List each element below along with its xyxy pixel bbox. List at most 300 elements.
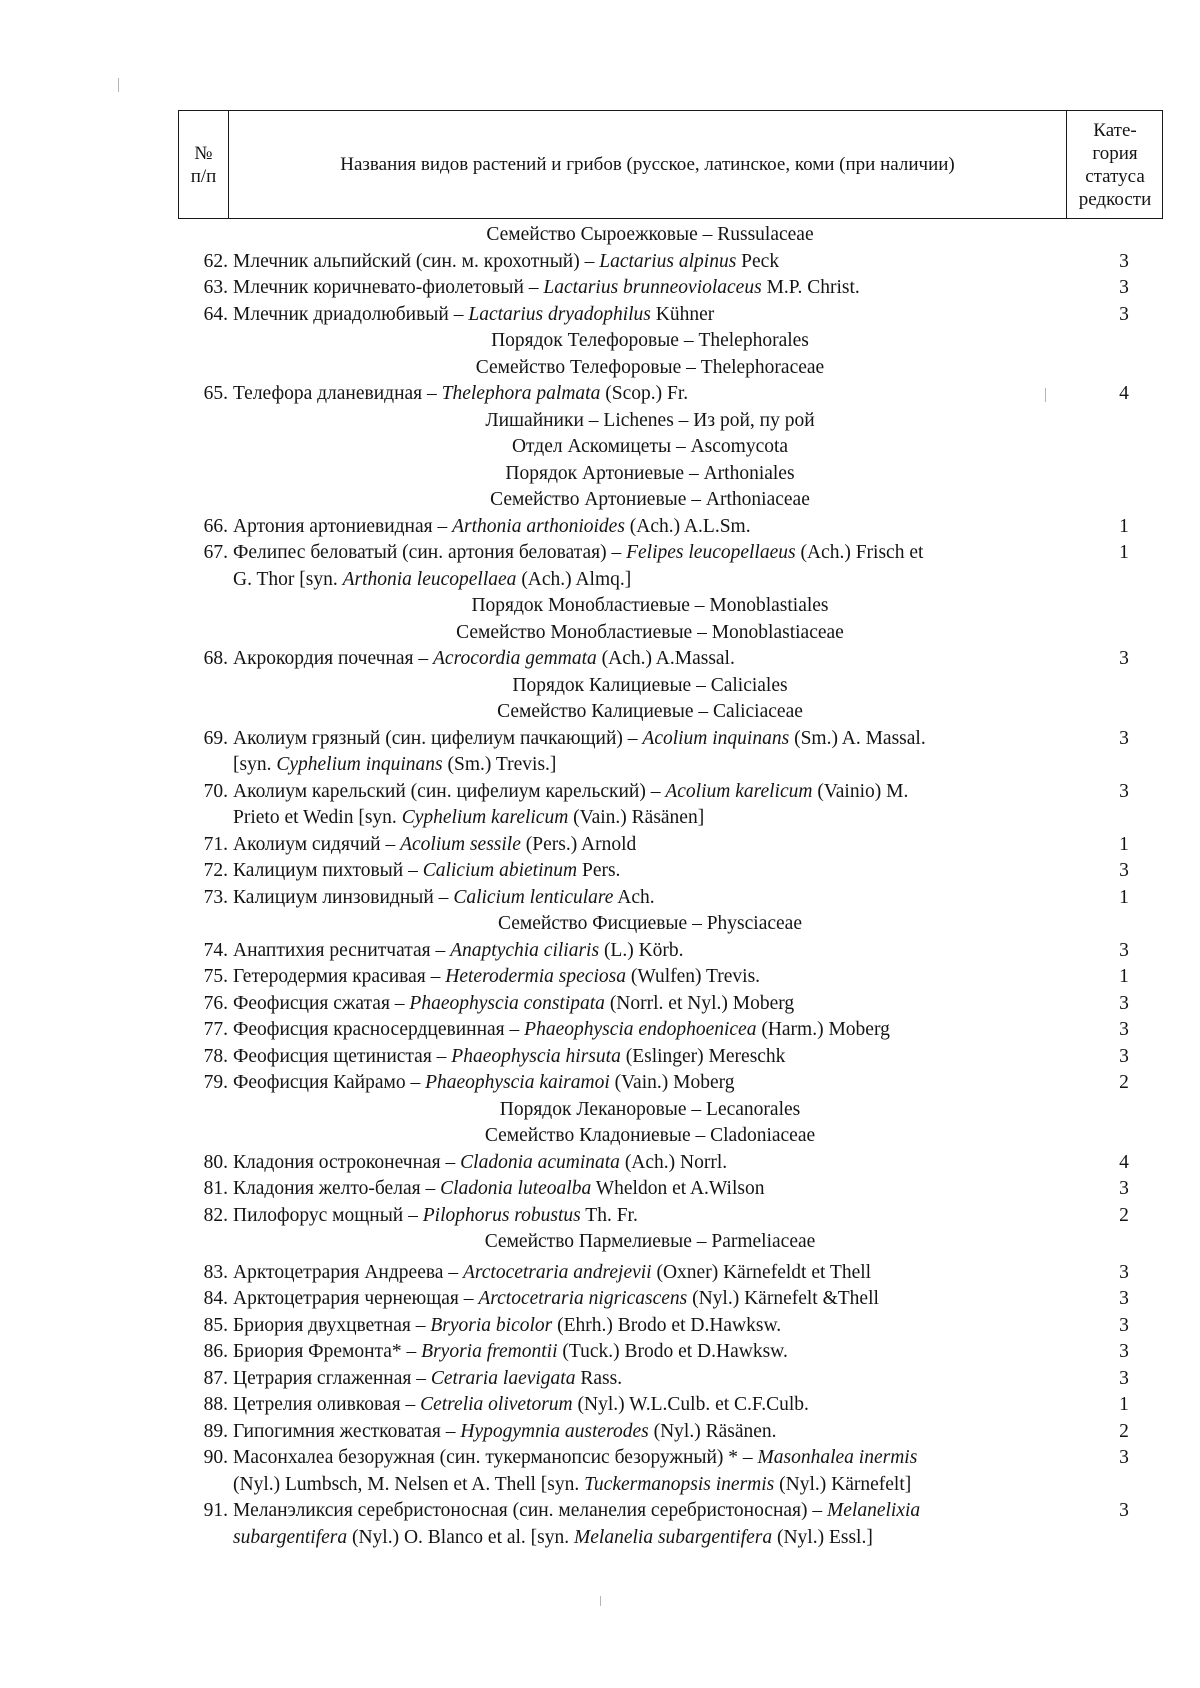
species-row — [178, 858, 1168, 885]
species-row — [178, 726, 1168, 753]
empty-number-cell — [178, 1525, 228, 1552]
empty-category-cell — [1072, 752, 1168, 779]
header-name-label: Названия видов растений и грибов (русское, латинское, коми (при наличии) — [340, 154, 955, 175]
empty-number-cell — [178, 1097, 228, 1124]
rarity-category: 3 — [1119, 250, 1129, 272]
latin-name: Phaeophyscia hirsuta — [451, 1045, 621, 1067]
species-row — [178, 1044, 1168, 1071]
species-name — [228, 1044, 1072, 1071]
empty-category-cell — [1072, 567, 1168, 594]
species-number: 65. — [203, 383, 228, 404]
rarity-category: 3 — [1119, 1500, 1129, 1521]
name-text: M.P. Christ. — [761, 277, 860, 298]
empty-number-cell — [178, 1123, 228, 1150]
species-number: 77. — [203, 1019, 228, 1040]
species-number: 76. — [203, 992, 228, 1014]
rarity-category: 3 — [1119, 939, 1129, 961]
rarity-category: 1 — [1119, 886, 1129, 908]
section-heading-row — [178, 328, 1168, 355]
name-text: Аколиум грязный (син. цифелиум пачкающий) – — [233, 727, 643, 749]
rarity-category: 1 — [1119, 966, 1129, 987]
species-name — [228, 1392, 1072, 1419]
section-heading-row — [178, 593, 1168, 620]
rarity-category: 4 — [1119, 1151, 1129, 1173]
species-name — [228, 1070, 1072, 1097]
empty-category-cell — [1072, 1097, 1168, 1124]
section-heading: Семейство Монобластиевые – Monoblastiaceae — [456, 621, 844, 643]
species-row — [178, 1419, 1168, 1446]
name-text: (Scop.) Fr. — [600, 383, 689, 404]
empty-category-cell — [1072, 1525, 1168, 1552]
section-heading-row — [178, 1097, 1168, 1124]
species-row-continuation — [178, 752, 1168, 779]
section-heading: Порядок Артониевые – Arthoniales — [505, 462, 795, 484]
latin-name: Cetraria laevigata — [430, 1367, 576, 1389]
name-text: Млечник дриадолюбивый – — [233, 303, 469, 325]
name-text: (Ach.) Norrl. — [619, 1151, 728, 1173]
species-row-continuation — [178, 1525, 1168, 1552]
species-name — [228, 514, 1072, 541]
name-text: Акрокордия почечная – — [233, 648, 434, 669]
species-name — [228, 302, 1072, 329]
species-number: 62. — [203, 250, 228, 272]
empty-category-cell — [1072, 805, 1168, 832]
name-text: Анаптихия реснитчатая – — [233, 939, 451, 961]
name-text: Калициум пихтовый – — [233, 860, 423, 881]
latin-name: Melanelia subargentifera — [574, 1526, 773, 1548]
species-name — [228, 1313, 1072, 1340]
empty-number-cell — [178, 805, 228, 832]
latin-name: Cetrelia olivetorum — [420, 1394, 573, 1415]
latin-name: Bryoria fremontii — [421, 1341, 558, 1362]
species-name — [228, 567, 1072, 594]
name-text: (Nyl.) Räsänen. — [648, 1420, 777, 1442]
empty-category-cell — [1072, 699, 1168, 726]
species-name — [228, 1339, 1072, 1366]
species-name — [228, 885, 1072, 912]
name-text: Феофисция сжатая – — [233, 992, 410, 1014]
latin-name: subargentifera — [233, 1526, 348, 1548]
empty-number-cell — [178, 673, 228, 700]
header-name-cell — [229, 111, 1066, 218]
latin-name: Phaeophyscia endophoenicea — [524, 1019, 757, 1040]
empty-category-cell — [1072, 673, 1168, 700]
section-heading-row — [178, 620, 1168, 647]
species-row — [178, 1339, 1168, 1366]
name-text: Масонхалеа безоружная (син. тукерманопсис безоружный) * – — [233, 1447, 758, 1468]
name-text: (Harm.) Moberg — [756, 1019, 890, 1040]
rarity-category: 3 — [1119, 1288, 1129, 1309]
latin-name: Lactarius alpinus — [599, 250, 737, 272]
species-row — [178, 1176, 1168, 1203]
species-row — [178, 779, 1168, 806]
section-heading-row — [178, 487, 1168, 514]
latin-name: Cladonia acuminata — [460, 1151, 620, 1173]
species-number: 68. — [203, 648, 228, 669]
species-row-continuation — [178, 805, 1168, 832]
name-text: Pers. — [577, 860, 621, 881]
species-name — [228, 858, 1072, 885]
name-text: (Oxner) Kärnefeldt et Thell — [651, 1261, 872, 1283]
latin-name: Heterodermia speciosa — [445, 966, 626, 987]
species-name — [228, 964, 1072, 991]
name-text: Телефора дланевидная – — [233, 383, 442, 404]
species-number: 75. — [203, 966, 228, 987]
species-name — [228, 1472, 1072, 1499]
latin-name: Calicium abietinum — [422, 860, 578, 881]
species-number: 63. — [203, 277, 228, 298]
section-heading: Отдел Аскомицеты – Ascomycota — [511, 436, 789, 457]
species-row-continuation — [178, 567, 1168, 594]
empty-number-cell — [178, 461, 228, 488]
header-category-label: Кате- гория статуса редкости — [1078, 119, 1152, 210]
name-text: Меланэликсия серебристоносная (син. меланелия серебристоносная) – — [233, 1500, 828, 1521]
section-heading: Семейство Телефоровые – Thelephoraceae — [475, 356, 825, 378]
species-name — [228, 1286, 1072, 1313]
section-heading: Семейство Кладониевые – Cladoniaceae — [484, 1125, 816, 1146]
empty-number-cell — [178, 620, 228, 647]
rarity-category: 2 — [1119, 1204, 1129, 1226]
name-text: Пилофорус мощный – — [233, 1204, 423, 1226]
species-name — [228, 1176, 1072, 1203]
latin-name: Melanelixia — [827, 1500, 921, 1521]
species-row — [178, 832, 1168, 859]
species-name — [228, 938, 1072, 965]
species-number: 86. — [203, 1341, 228, 1362]
species-row — [178, 1498, 1168, 1525]
section-heading-row — [178, 699, 1168, 726]
latin-name: Felipes leucopellaeus — [626, 542, 796, 563]
species-row — [178, 1445, 1168, 1472]
species-name — [228, 832, 1072, 859]
section-heading-row — [178, 1123, 1168, 1150]
rarity-category: 3 — [1119, 727, 1129, 749]
species-row — [178, 885, 1168, 912]
species-name — [228, 991, 1072, 1018]
name-text: Аколиум карельский (син. цифелиум карельский) – — [233, 780, 666, 802]
latin-name: Tuckermanopsis inermis — [584, 1473, 775, 1495]
species-row-continuation — [178, 1472, 1168, 1499]
empty-category-cell — [1072, 408, 1168, 435]
latin-name: Acolium inquinans — [642, 727, 790, 749]
species-name — [228, 540, 1072, 567]
empty-category-cell — [1072, 1123, 1168, 1150]
header-category-cell — [1067, 111, 1163, 218]
name-text: (Nyl.) Kärnefelt &Thell — [687, 1288, 879, 1309]
name-text: Арктоцетрария Андреева – — [233, 1261, 463, 1283]
rarity-category: 2 — [1119, 1420, 1129, 1442]
latin-name: Arthonia arthonioides — [452, 515, 625, 537]
rarity-category: 3 — [1119, 780, 1129, 802]
name-text: (Ach.) Frisch et — [795, 542, 924, 563]
empty-number-cell — [178, 487, 228, 514]
name-text: Цетрелия оливковая – — [233, 1394, 421, 1415]
name-text: Peck — [736, 250, 780, 272]
empty-category-cell — [1072, 434, 1168, 461]
section-heading-row — [178, 461, 1168, 488]
species-number: 73. — [203, 886, 228, 908]
species-number: 70. — [203, 780, 228, 802]
rarity-category: 3 — [1119, 1314, 1129, 1336]
latin-name: Lactarius dryadophilus — [468, 303, 651, 325]
section-heading-row — [178, 1229, 1168, 1256]
name-text: Феофисция красносердцевинная – — [233, 1019, 525, 1040]
latin-name: Cladonia luteoalba — [440, 1178, 592, 1199]
latin-name: Cyphelium inquinans — [276, 754, 443, 775]
species-number: 85. — [203, 1314, 228, 1336]
rarity-category: 3 — [1119, 1019, 1129, 1040]
empty-number-cell — [178, 1229, 228, 1256]
name-text: Кладония желто-белая – — [233, 1178, 441, 1199]
rarity-category: 3 — [1119, 1341, 1129, 1362]
rarity-category: 1 — [1119, 1394, 1129, 1415]
scan-mark — [1045, 388, 1046, 402]
species-name — [228, 1498, 1072, 1525]
rarity-category: 4 — [1119, 383, 1129, 404]
empty-category-cell — [1072, 487, 1168, 514]
empty-category-cell — [1072, 461, 1168, 488]
table-header — [178, 110, 1163, 219]
section-heading-row — [178, 434, 1168, 461]
section-heading-row — [178, 355, 1168, 382]
latin-name: Arthonia leucopellaea — [342, 568, 517, 590]
rarity-category: 3 — [1119, 1045, 1129, 1067]
section-heading-row — [178, 222, 1168, 249]
latin-name: Acolium karelicum — [665, 780, 813, 802]
name-text: Артония артониевидная – — [233, 515, 453, 537]
species-number: 64. — [203, 303, 228, 325]
section-heading: Семейство Пармелиевые – Parmeliaceae — [484, 1231, 816, 1252]
species-number: 80. — [203, 1151, 228, 1173]
name-text: (Nyl.) O. Blanco et al. [syn. — [347, 1526, 575, 1548]
section-heading: Порядок Монобластиевые – Monoblastiales — [471, 595, 829, 616]
name-text: Wheldon et A.Wilson — [591, 1178, 765, 1199]
header-number-label: № п/п — [190, 142, 217, 187]
section-heading-row — [178, 911, 1168, 938]
species-name — [228, 646, 1072, 673]
species-row — [178, 514, 1168, 541]
latin-name: Arctocetraria andrejevii — [462, 1261, 652, 1283]
section-heading: Порядок Калициевые – Caliciales — [512, 674, 788, 696]
species-number: 74. — [203, 939, 228, 961]
name-text: Феофисция щетинистая – — [233, 1045, 452, 1067]
species-number: 72. — [203, 860, 228, 881]
name-text: (Norrl. et Nyl.) Moberg — [604, 992, 795, 1014]
name-text: Гетеродермия красивая – — [233, 966, 446, 987]
species-row — [178, 540, 1168, 567]
name-text: (Nyl.) Essl.] — [772, 1526, 873, 1548]
latin-name: Acrocordia gemmata — [433, 648, 597, 669]
species-row — [178, 249, 1168, 276]
species-name — [228, 726, 1072, 753]
species-name — [228, 805, 1072, 832]
name-text: (Nyl.) W.L.Culb. et C.F.Culb. — [572, 1394, 809, 1415]
latin-name: Arctocetraria nigricascens — [478, 1288, 688, 1309]
name-text: Арктоцетрария чернеющая – — [233, 1288, 479, 1309]
species-number: 78. — [203, 1045, 228, 1067]
name-text: Бриория двухцветная – — [233, 1314, 431, 1336]
species-row — [178, 275, 1168, 302]
species-name — [228, 381, 1072, 408]
section-heading: Семейство Калициевые – Caliciaceae — [497, 701, 803, 722]
latin-name: Masonhalea inermis — [757, 1447, 918, 1468]
name-text: Бриория Фремонта* – — [233, 1341, 422, 1362]
empty-number-cell — [178, 567, 228, 594]
section-heading-row — [178, 673, 1168, 700]
species-row — [178, 302, 1168, 329]
species-name — [228, 752, 1072, 779]
section-heading: Семейство Фисциевые – Physciaceae — [498, 913, 802, 934]
rarity-category: 3 — [1119, 1261, 1129, 1283]
section-heading: Лишайники – Lichenes – Из рой, пу рой — [485, 409, 815, 431]
species-row — [178, 1203, 1168, 1230]
name-text: Млечник альпийский (син. м. крохотный) – — [233, 250, 600, 272]
rarity-category: 3 — [1119, 860, 1129, 881]
species-row — [178, 1286, 1168, 1313]
name-text: (Eslinger) Mereschk — [620, 1045, 786, 1067]
name-text: (Tuck.) Brodo et D.Hawksw. — [557, 1341, 788, 1362]
species-name — [228, 1525, 1072, 1552]
species-row — [178, 991, 1168, 1018]
species-row — [178, 1017, 1168, 1044]
species-name — [228, 1260, 1072, 1287]
species-number: 67. — [203, 542, 228, 563]
section-heading: Семейство Артониевые – Arthoniaceae — [490, 489, 810, 510]
rarity-category: 3 — [1119, 1367, 1129, 1389]
rarity-category: 3 — [1119, 277, 1129, 298]
empty-category-cell — [1072, 328, 1168, 355]
species-name — [228, 1203, 1072, 1230]
scan-mark — [118, 78, 119, 92]
latin-name: Acolium sessile — [400, 833, 521, 855]
species-row — [178, 1366, 1168, 1393]
section-heading: Семейство Сыроежковые – Russulaceae — [486, 224, 814, 245]
empty-category-cell — [1072, 911, 1168, 938]
name-text: Цетрария сглаженная – — [233, 1367, 431, 1389]
species-name — [228, 1150, 1072, 1177]
species-name — [228, 779, 1072, 806]
rarity-category: 3 — [1119, 1447, 1129, 1468]
empty-number-cell — [178, 699, 228, 726]
species-name — [228, 1419, 1072, 1446]
name-text: (Vain.) Moberg — [609, 1072, 735, 1093]
species-number: 66. — [203, 515, 228, 537]
section-heading: Порядок Телефоровые – Thelephorales — [491, 330, 809, 351]
rarity-category: 2 — [1119, 1072, 1129, 1093]
species-number: 91. — [203, 1500, 228, 1521]
species-row — [178, 964, 1168, 991]
empty-number-cell — [178, 752, 228, 779]
species-name — [228, 275, 1072, 302]
species-name — [228, 1017, 1072, 1044]
species-number: 84. — [203, 1288, 228, 1309]
species-name — [228, 249, 1072, 276]
species-row — [178, 938, 1168, 965]
name-text: Kühner — [650, 303, 715, 325]
species-name — [228, 1445, 1072, 1472]
rarity-category: 1 — [1119, 833, 1129, 855]
header-number-cell — [179, 111, 228, 218]
species-number: 71. — [203, 833, 228, 855]
latin-name: Bryoria bicolor — [430, 1314, 553, 1336]
species-row — [178, 1070, 1168, 1097]
species-row — [178, 1260, 1168, 1287]
species-row — [178, 381, 1168, 408]
scan-mark — [600, 1596, 601, 1606]
empty-category-cell — [1072, 620, 1168, 647]
empty-category-cell — [1072, 593, 1168, 620]
empty-number-cell — [178, 408, 228, 435]
rarity-category: 1 — [1119, 515, 1129, 537]
latin-name: Pilophorus robustus — [422, 1204, 581, 1226]
name-text: (Nyl.) Lumbsch, M. Nelsen et A. Thell [syn. — [233, 1473, 585, 1495]
latin-name: Phaeophyscia constipata — [409, 992, 605, 1014]
name-text: (Nyl.) Kärnefelt] — [774, 1473, 912, 1495]
empty-number-cell — [178, 593, 228, 620]
name-text: (Ach.) Almq.] — [516, 568, 632, 590]
name-text: (Pers.) Arnold — [520, 833, 637, 855]
name-text: (Vainio) M. — [812, 780, 909, 802]
name-text: (Sm.) A. Massal. — [789, 727, 926, 749]
name-text: Ach. — [613, 886, 655, 908]
species-row — [178, 1313, 1168, 1340]
empty-category-cell — [1072, 1229, 1168, 1256]
species-row — [178, 646, 1168, 673]
empty-number-cell — [178, 328, 228, 355]
name-text: (Wulfen) Trevis. — [625, 966, 761, 987]
name-text: Гипогимния жестковатая – — [233, 1420, 461, 1442]
name-text: [syn. — [233, 754, 277, 775]
name-text: Млечник коричневато-фиолетовый – — [233, 277, 544, 298]
species-number: 81. — [203, 1178, 228, 1199]
species-name — [228, 1366, 1072, 1393]
name-text: G. Thor [syn. — [233, 568, 343, 590]
name-text: Th. Fr. — [580, 1204, 638, 1226]
species-row — [178, 1392, 1168, 1419]
rarity-category: 3 — [1119, 648, 1129, 669]
latin-name: Lactarius brunneoviolaceus — [543, 277, 762, 298]
rarity-category: 3 — [1119, 1178, 1129, 1199]
latin-name: Calicium lenticulare — [453, 886, 614, 908]
species-number: 89. — [203, 1420, 228, 1442]
species-number: 88. — [203, 1394, 228, 1415]
rarity-category: 3 — [1119, 992, 1129, 1014]
name-text: (L.) Körb. — [599, 939, 684, 961]
latin-name: Phaeophyscia kairamoi — [425, 1072, 610, 1093]
name-text: Кладония остроконечная – — [233, 1151, 461, 1173]
species-list — [178, 222, 1168, 1551]
empty-category-cell — [1072, 222, 1168, 249]
empty-number-cell — [178, 1472, 228, 1499]
name-text: (Sm.) Trevis.] — [442, 754, 557, 775]
species-number: 69. — [203, 727, 228, 749]
rarity-category: 1 — [1119, 542, 1129, 563]
empty-number-cell — [178, 911, 228, 938]
section-heading-row — [178, 408, 1168, 435]
name-text: Калициум линзовидный – — [233, 886, 454, 908]
species-number: 87. — [203, 1367, 228, 1389]
species-number: 83. — [203, 1261, 228, 1283]
species-number: 90. — [203, 1447, 228, 1468]
empty-number-cell — [178, 434, 228, 461]
rarity-category: 3 — [1119, 303, 1129, 325]
section-heading: Порядок Леканоровые – Lecanorales — [499, 1098, 801, 1120]
latin-name: Thelephora palmata — [441, 383, 601, 404]
empty-number-cell — [178, 222, 228, 249]
name-text: Prieto et Wedin [syn. — [233, 807, 402, 828]
name-text: (Ehrh.) Brodo et D.Hawksw. — [552, 1314, 782, 1336]
species-number: 82. — [203, 1204, 228, 1226]
